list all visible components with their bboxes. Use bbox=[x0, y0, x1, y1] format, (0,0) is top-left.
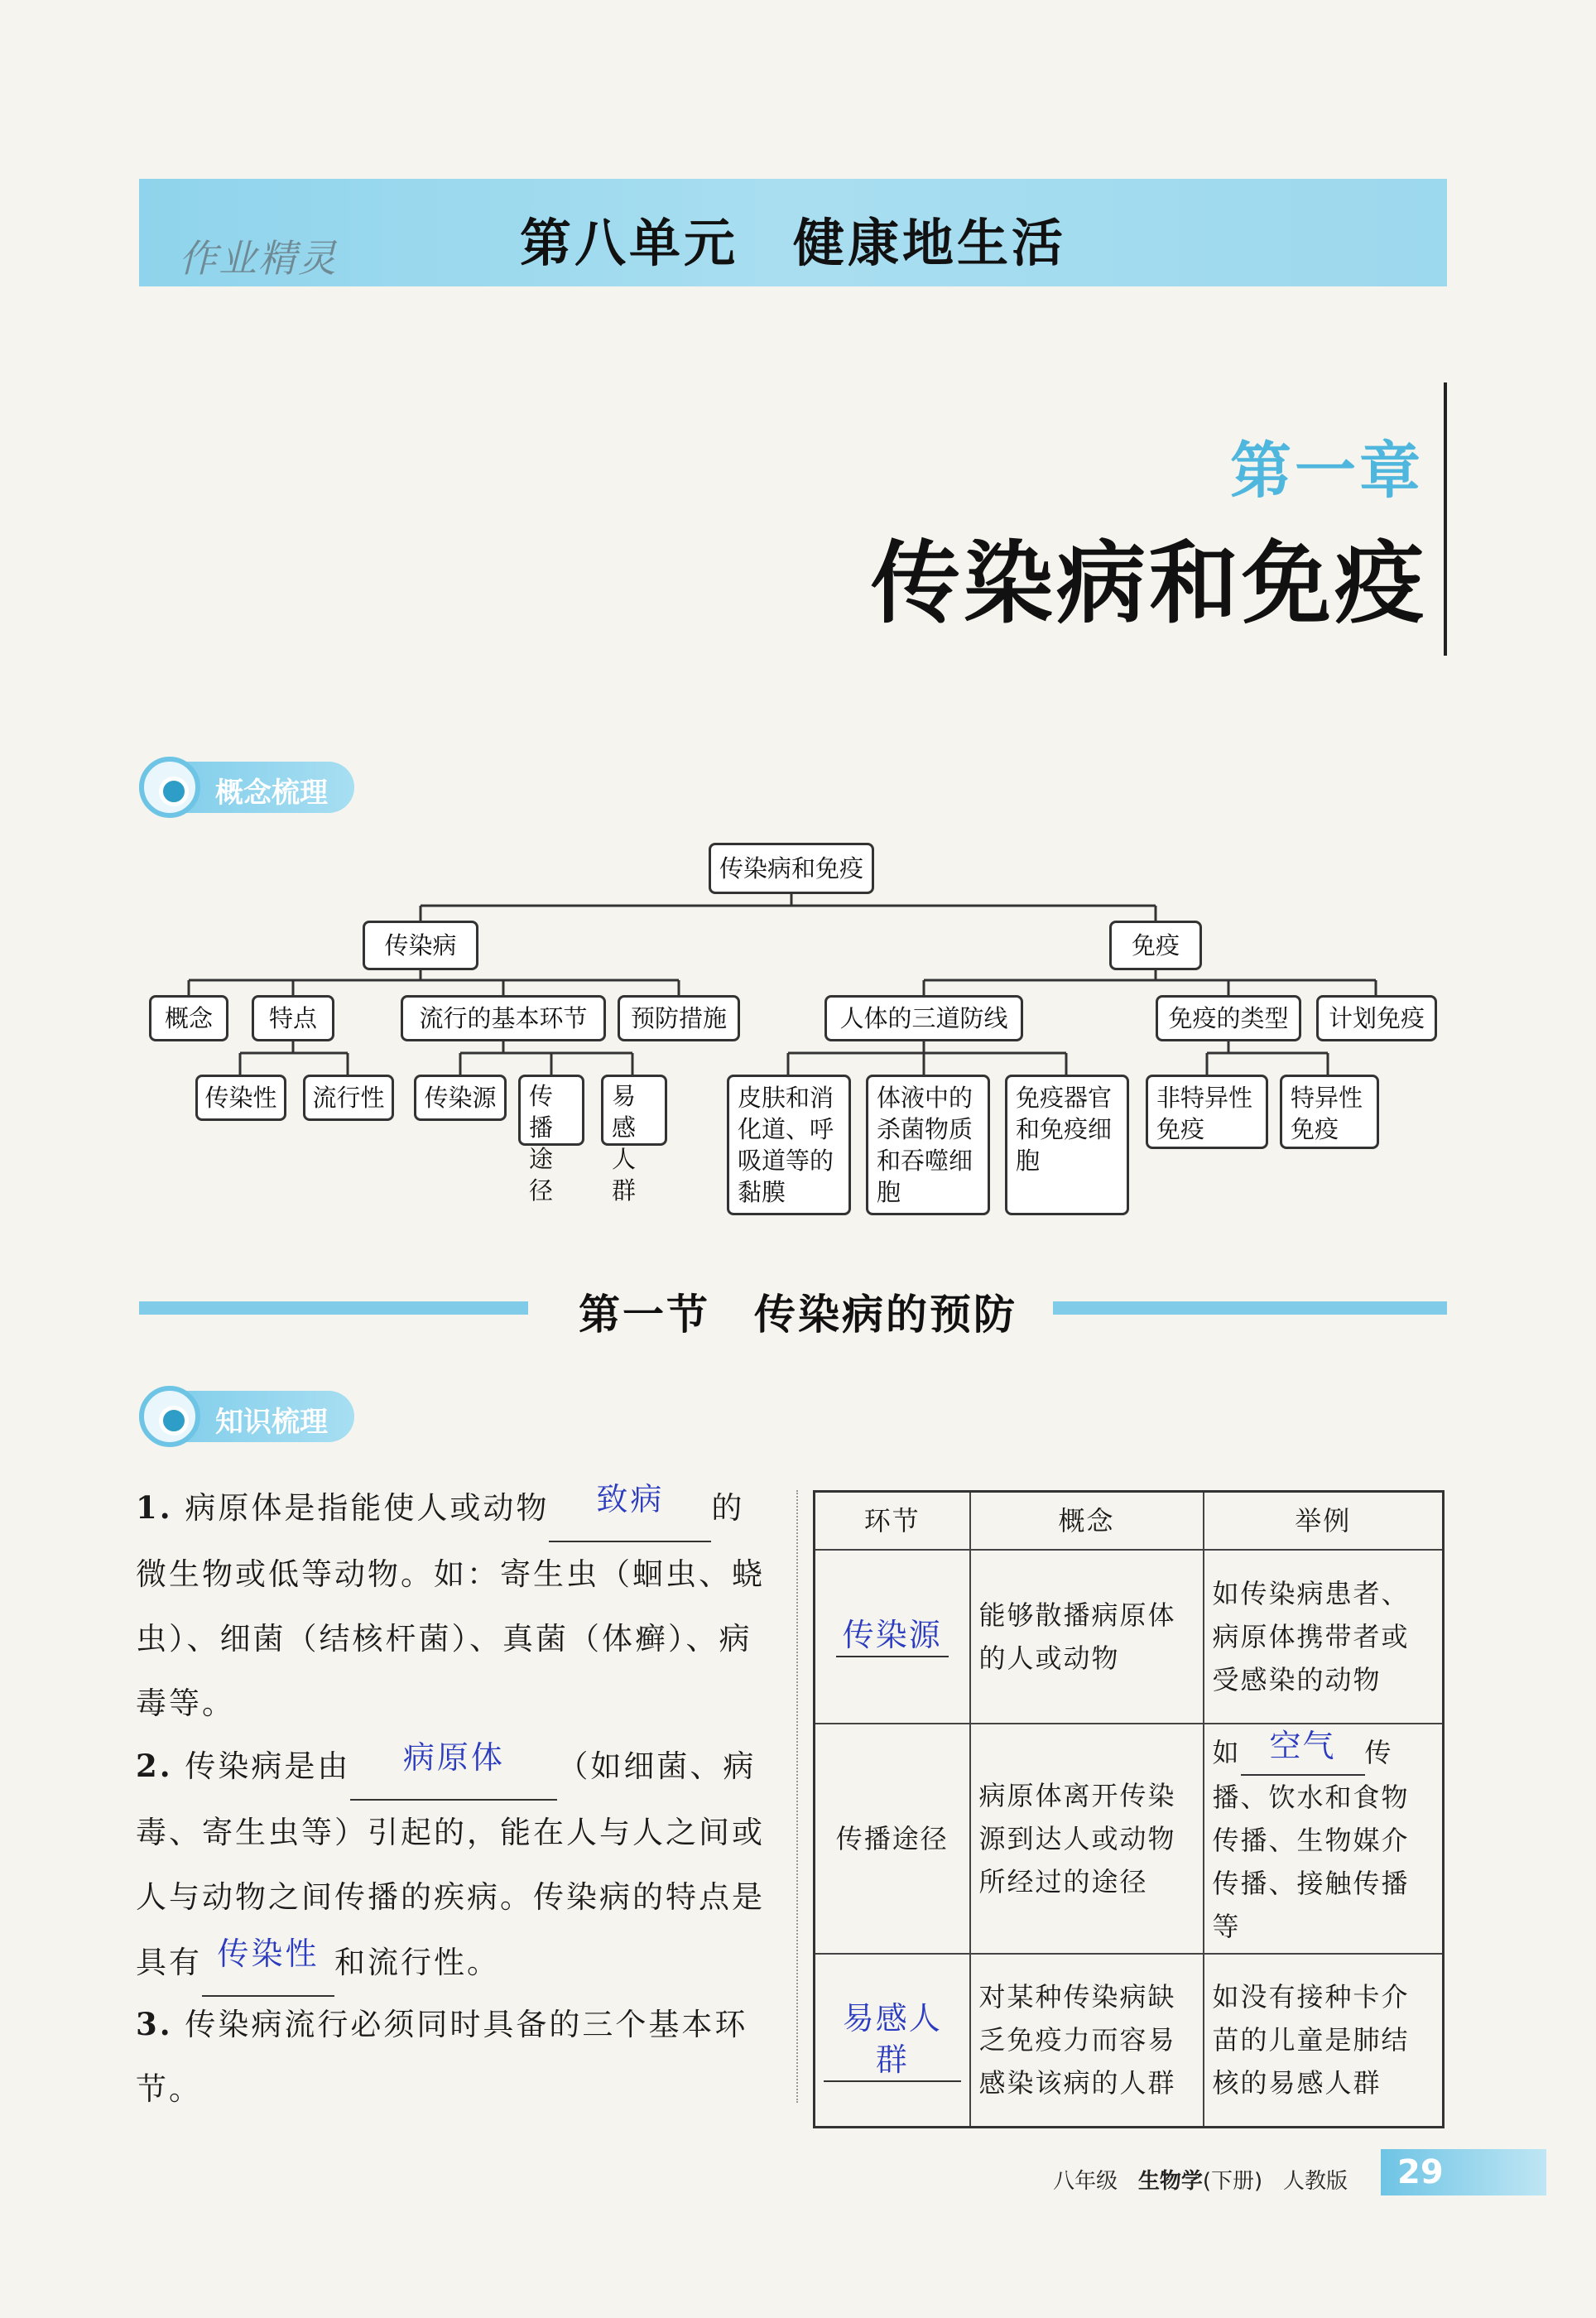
table-cell: 如 空气 传播、饮水和食物传播、生物媒介传播、接触传播等 bbox=[1204, 1724, 1444, 1954]
concept-tag-label: 概念梳理 bbox=[215, 777, 328, 810]
answer-blank[interactable]: 病原体 bbox=[350, 1734, 557, 1801]
page-footer: 八年级 生物学(下册) 人教版 bbox=[1053, 2169, 1348, 2194]
tree-node-concept: 概念 bbox=[149, 995, 228, 1041]
tree-node-first-line: 皮肤和消化道、呼吸道等的黏膜 bbox=[727, 1075, 851, 1215]
table-header: 举例 bbox=[1204, 1492, 1444, 1550]
tree-node-second-line: 体液中的杀菌物质和吞噬细胞 bbox=[866, 1075, 990, 1215]
knowledge-tag bbox=[139, 1391, 354, 1442]
tree-node-third-line: 免疫器官和免疫细胞 bbox=[1005, 1075, 1129, 1215]
unit-title: 第八单元 健康地生活 bbox=[519, 213, 1066, 273]
table-cell: 如传染病患者、病原体携带者或受感染的动物 bbox=[1204, 1550, 1444, 1724]
table-cell: 如没有接种卡介苗的儿童是肺结核的易感人群 bbox=[1204, 1954, 1444, 2128]
item-1: 1. 病原体是指能使人或动物 致病 的微生物或低等动物。如：寄生虫（蛔虫、蛲虫）、细菌（结核杆菌）、真菌（体癣）、病毒等。 bbox=[136, 1475, 765, 1736]
watermark-logo: 作业精灵 bbox=[179, 236, 338, 281]
answer-blank[interactable]: 空气 bbox=[1241, 1729, 1365, 1776]
item-2: 2. 传染病是由 病原体 （如细菌、病毒、寄生虫等）引起的，能在人与人之间或人与动物之间传播的疾病。传染病的特点是具有 传染性 和流行性。 bbox=[136, 1734, 765, 1997]
tree-root: 传染病和免疫 bbox=[709, 843, 874, 894]
answer-blank[interactable]: 传染性 bbox=[202, 1930, 334, 1997]
chapter-number: 第一章 bbox=[1230, 435, 1424, 507]
chapter-title: 传染病和免疫 bbox=[870, 532, 1427, 636]
section-title: 第一节 传染病的预防 bbox=[0, 1282, 1596, 1341]
knowledge-tag-label: 知识梳理 bbox=[215, 1406, 328, 1439]
answer-blank[interactable]: 致病 bbox=[549, 1475, 711, 1542]
table-header: 概念 bbox=[970, 1492, 1204, 1550]
table-header: 环节 bbox=[815, 1492, 970, 1550]
tree-node-immunity: 免疫 bbox=[1109, 921, 1202, 970]
tree-node-planned-immunity: 计划免疫 bbox=[1316, 995, 1437, 1041]
table-cell: 病原体离开传染源到达人或动物所经过的途径 bbox=[970, 1724, 1204, 1954]
tree-node-susceptible: 易感人群 bbox=[601, 1075, 667, 1146]
table-cell bbox=[815, 1954, 970, 2128]
table-row bbox=[815, 1550, 1444, 1724]
table-row bbox=[815, 1724, 1444, 1954]
page-number: 29 bbox=[1381, 2149, 1546, 2195]
table-cell: 对某种传染病缺乏免疫力而容易感染该病的人群 bbox=[970, 1954, 1204, 2128]
tree-node-route: 传播途径 bbox=[518, 1075, 584, 1146]
tree-node-infectious-disease: 传染病 bbox=[363, 921, 478, 970]
tree-node-features: 特点 bbox=[252, 995, 334, 1041]
tree-node-epidemic: 流行性 bbox=[303, 1075, 394, 1121]
tree-node-immune-types: 免疫的类型 bbox=[1156, 995, 1301, 1041]
links-table bbox=[813, 1490, 1445, 2128]
item-3: 3. 传染病流行必须同时具备的三个基本环节。 bbox=[136, 2006, 748, 2107]
tree-node-prevention: 预防措施 bbox=[618, 995, 740, 1041]
answer-blank[interactable]: 易感人群 bbox=[824, 1998, 961, 2082]
table-cell: 传播途径 bbox=[815, 1724, 970, 1954]
target-icon bbox=[139, 1386, 200, 1447]
tree-node-links: 流行的基本环节 bbox=[401, 995, 606, 1041]
tree-node-nonspecific: 非特异性免疫 bbox=[1146, 1075, 1268, 1149]
table-cell: 能够散播病原体的人或动物 bbox=[970, 1550, 1204, 1724]
table-row bbox=[815, 1954, 1444, 2128]
tree-node-source: 传染源 bbox=[414, 1075, 507, 1121]
tree-node-infectiousness: 传染性 bbox=[195, 1075, 286, 1121]
table-header-row bbox=[815, 1492, 1444, 1550]
answer-blank[interactable]: 传染源 bbox=[836, 1614, 949, 1657]
column-divider bbox=[796, 1490, 798, 2103]
tree-node-three-defenses: 人体的三道防线 bbox=[824, 995, 1023, 1041]
tree-node-specific: 特异性免疫 bbox=[1280, 1075, 1379, 1149]
table-cell bbox=[815, 1550, 970, 1724]
